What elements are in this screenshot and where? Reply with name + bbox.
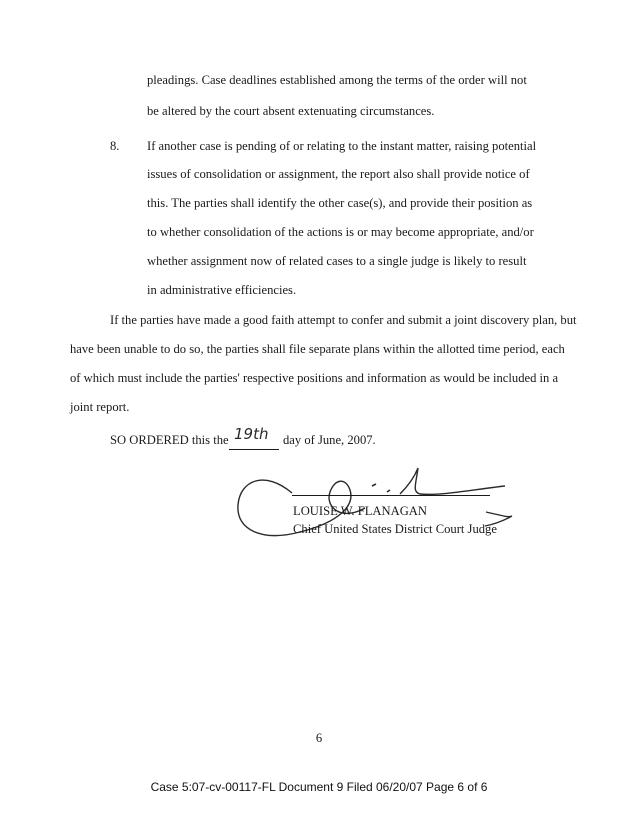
closing-line-1: If the parties have made a good faith attempt to confer and submit a joint discovery plan, but	[110, 313, 577, 327]
closing-line-2: have been unable to do so, the parties shall file separate plans within the allotted time period, each	[70, 342, 565, 356]
court-footer: Case 5:07-cv-00117-FL Document 9 Filed 06/20/07 Page 6 of 6	[150, 780, 488, 794]
paragraph-7-line-1: pleadings. Case deadlines established among the terms of the order will not	[147, 73, 527, 87]
item-8-line-1: If another case is pending of or relating to the instant matter, raising potential	[147, 139, 537, 153]
handwritten-day: 19th	[234, 425, 269, 443]
judge-name: LOUISE W. FLANAGAN	[293, 504, 427, 518]
item-8-line-5: whether assignment now of related cases to a single judge is likely to result	[147, 254, 527, 268]
judge-title: Chief United States District Court Judge	[293, 522, 497, 536]
paragraph-7-line-2: be altered by the court absent extenuating circumstances.	[147, 104, 435, 118]
item-8-number: 8.	[110, 139, 120, 153]
signature-line	[292, 495, 490, 496]
item-8-line-6: in administrative efficiencies.	[147, 283, 297, 297]
closing-line-4: joint report.	[70, 400, 130, 414]
order-suffix: day of June, 2007.	[283, 433, 376, 447]
page-number: 6	[315, 731, 323, 745]
order-prefix: SO ORDERED this the	[110, 433, 229, 447]
item-8-line-2: issues of consolidation or assignment, the report also shall provide notice of	[147, 167, 530, 181]
item-8-line-3: this. The parties shall identify the other case(s), and provide their position as	[147, 196, 533, 210]
item-8-line-4: to whether consolidation of the actions is or may become appropriate, and/or	[147, 225, 534, 239]
closing-line-3: of which must include the parties' respective positions and information as would be included in a	[70, 371, 559, 385]
